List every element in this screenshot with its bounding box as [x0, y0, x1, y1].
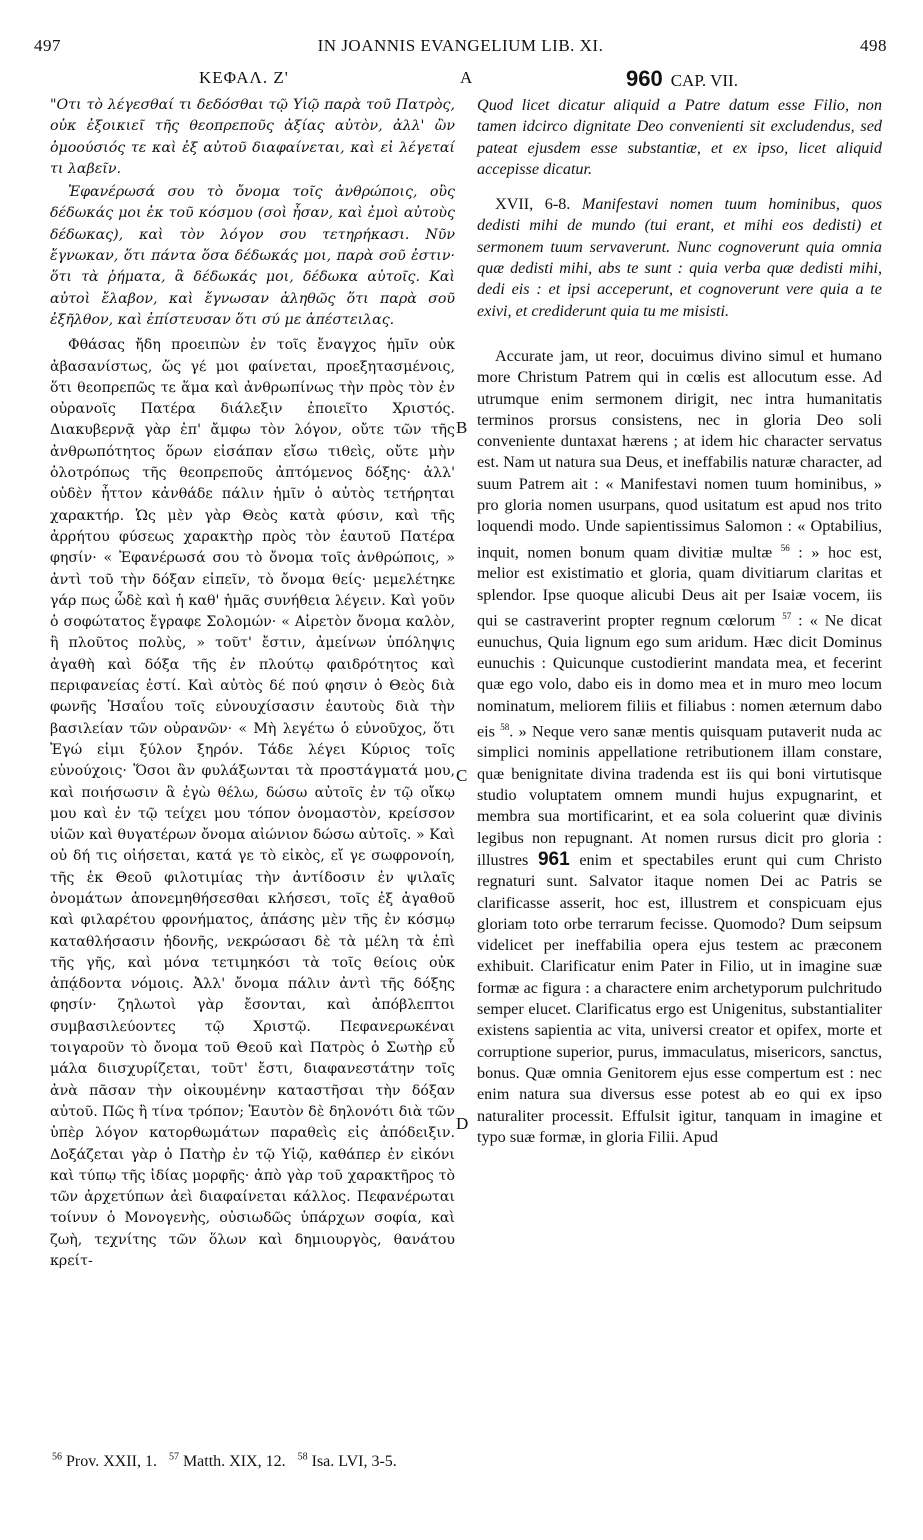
greek-chapter-summary: "Οτι τὸ λέγεσθαί τι δεδόσθαι τῷ Υἱῷ παρὰ τοῦ Πατρὸς, οὐκ ἐξοικιεῖ τῆς θεοπρεποῦς ἀξίας αὐτὸν, ἀλλ' ὢν ὁμοούσιός τε καὶ ἐξ αὐτοῦ διαφαίνεται, καὶ εἰ λέγεταί τι λαβεῖν. [50, 97, 455, 177]
latin-scripture-paragraph [477, 194, 882, 322]
right-page-number: 498 [860, 36, 887, 55]
margin-marker-d: D [456, 1114, 469, 1133]
latin-commentary-part-2: : » hoc est, melior est existimatio et gloria, quam divitiarum claritas et splendor. Ipse quoque alicubi Deus ait per Isaiæ vocem, iis qui se castraverint propter regnum cœlorum [477, 543, 882, 630]
latin-commentary-part-3: : « Ne dicat eunuchus, Quia lignum ego sum aridum. Hæc dicit Dominus eunuchis : Quicunque custodierint mandata mea, et fecerint quæ ego volo, dabo eis in domo mea et in muro meo locum nominatum, meliorem filiis et filiabus : nomen æternum dabo eis [477, 611, 882, 741]
footnotes [52, 1452, 652, 1471]
migne-column-number: 960 [626, 66, 663, 91]
margin-marker-b: B [456, 418, 468, 437]
greek-column [50, 95, 455, 1272]
scripture-reference: XVII, 6-8. [495, 195, 571, 214]
latin-commentary-part-1: Accurate jam, ut reor, docuimus divino simul et humano more Christum Patrem qui in cœlis est allocutum esse. Ad utrumque enim sermonem dirigit, nec intra humanitatis terminos prorsus consistens, nec in gloria Deo soli conveniente duntaxat hærens ; at idem hic character servatus est. Nam ut natura sua Deus, et ineffabilis naturæ character, ad suum Patrem ait : « Manifestavi nomen tuum hominibus, » pro gloria nomen usurpans, quod usitatum est apud nos trito loquendi modo. Unde sapientissimus Salomon : « Optabilius, inquit, nomen bonum quam divitiæ multæ [477, 346, 882, 562]
greek-scripture-text: Ἐφανέρωσά σου τὸ ὄνομα τοῖς ἀνθρώποις, οὓς δέδωκάς μοι ἐκ τοῦ κόσμου (σοὶ ἦσαν, καὶ ἐμοὶ αὐτοὺς δέδωκας), καὶ τὸν λόγον σου τετηρήκασι. Νῦν ἔγνωκαν, ὅτι πάντα ὅσα δέδωκάς μοι, παρὰ σοῦ ἐστιν· ὅτι τὰ ῥήματα, ἃ δέδωκάς μοι, δέδωκα αὐτοῖς. Καὶ αὐτοὶ ἔλαβον, καὶ ἔγνωσαν ἀληθῶς ὅτι παρὰ σοῦ ἐξῆλθον, καὶ ἐπίστευσαν ὅτι σύ με ἀπέστειλας. [50, 184, 455, 328]
latin-scripture-text: Manifestavi nomen tuum hominibus, quos dedisti mihi de mundo (tui erant, et mihi eos dedisti) et sermonem tuum servaverunt. Nunc cognoverunt quia omnia quæ dedisti mihi, abs te sunt : quia verba quæ dedisti mihi, dedi eis : et ipsi acceperunt, et cognoverunt vere quia a te exivi, et crediderunt quia tu me misisti. [477, 195, 882, 320]
footnote-ref-58: 58 [500, 721, 510, 732]
latin-chapter-heading [626, 66, 738, 92]
footnote-ref-56: 56 [780, 542, 790, 553]
latin-commentary-part-5: enim et spectabiles erunt qui cum Christo regnaturi sunt. Salvator itaque nomen Dei ac Patris se clarificasse asserit, hoc est, illustrem et conspicuam ejus gloriam toto orbe terrarum fecisse. Quomodo? Dum seipsum videlicet per ineffabilia opera ejus testem ac præconem exhibuit. Clarificatur enim Pater in Filio, ut in imagine suæ formæ ac figura : a charactere enim archetyporum pulchritudo semper elucet. Clarificatus ergo est Unigenitus, substantialiter existens sapientia ac vita, universi creator et opifex, morte et corruptione superior, purus, immaculatus, misericors, sanctus, bonus. Quæ omnia Genitorem ejus esse compertum est : nec enim natura sua diversus esse potest ab eo qui ex ipso naturaliter processit. Effulsit igitur, tanquam in imagine et typo suæ formæ, in gloria Filii. Apud [477, 850, 882, 1146]
column-marker-a: A [460, 68, 473, 87]
latin-commentary-part-4: . » Neque vero sanæ mentis quisquam putaverit nuda ac simplici nominis appellatione retributionem illam constare, quæ benignitate divina tradenda est iis qui boni virtutisque studio voluptatem omnem mundi hujus expugnarint, et membra sua mortificarint, et ea sola coluerint quæ divinis legibus non repugnant. At nomen rursus dicit pro gloria : illustres [477, 722, 883, 869]
footnote-57: $^{57}$ Matth. XIX, 12. [168, 1452, 286, 1471]
left-page-number: 497 [34, 36, 61, 55]
greek-commentary: Φθάσας ἤδη προειπὼν ἐν τοῖς ἔναγχος ἡμῖν οὐκ ἀβασανίστως, ὥς γέ μοι φαίνεται, προεξητασμένοις, ὅτι θεοπρεπῶς τε ἅμα καὶ ἀνθρωπίνως τὴν πρὸς τὸν ἐν οὐρανοῖς Πατέρα διάλεξιν ἐποιεῖτο Χριστός. Διακυβερνᾷ γὰρ ἐπ' ἄμφω τὸν λόγον, οὔτε τῶν τῆς ἀνθρωπότητος ὅρων εἰσάπαν εἴσω τιθεὶς, οὔτε μὴν ὁλοτρόπως τῆς θεοπρεποῦς ἀπτόμενος δόξης· ἀλλ' οὐδὲν ἧττον κἀνθάδε πάλιν ἡμῖν ὁ αὐτὸς τετήρηται χαρακτήρ. Ὡς μὲν γὰρ Θεὸς κατὰ φύσιν, καὶ τῆς ἀρρήτου φύσεως χαρακτὴρ πρὸς τὸν ἑαυτοῦ Πατέρα φησίν· « Ἐφανέρωσά σου τὸ ὄνομα τοῖς ἀνθρώποις, » ἀντὶ τοῦ τὴν δόξαν εἰπεῖν, τὸ ὄνομα θείς· μεμελέτηκε γάρ πως ὧδὲ καὶ ἡ καθ' ἡμᾶς συνήθεια λέγειν. Καὶ γοῦν ὁ σοφώτατος ἔγραφε Σολομών· « Αἱρετὸν ὄνομα καλὸν, ἢ πλοῦτος πολὺς, » τοῦτ' ἔστιν, ἀμείνων ὑπόληψις ἀγαθὴ καὶ δόξα τῆς ἐν πλούτῳ φαιδρότητος καὶ περιφανείας ἐστί. Καὶ αὐτὸς δέ πού φησιν ὁ Θεὸς διὰ φωνῆς Ἡσαΐου τοῖς εὐνουχίσασιν ἑαυτοὺς διὰ τὴν βασιλείαν τῶν οὐρανῶν· « Μὴ λεγέτω ὁ εὐνοῦχος, ὅτι Ἐγώ εἰμι ξύλον ξηρόν. Τάδε λέγει Κύριος τοῖς εὐνούχοις· Ὅσοι ἂν φυλάξωνται τὰ προστάγματά μου, καὶ ποιήσωσιν ἃ ἐγὼ θέλω, δώσω αὐτοῖς ἐν τῷ οἴκῳ μου καὶ ἐν τῷ τείχει μου τόπον ὀνομαστὸν, κρείσσον υἱῶν καὶ θυγατέρων ὄνομα αἰώνιον δώσω αὐτοῖς. » Καὶ οὐ δή τις οἰήσεται, κατά γε τὸ εἰκὸς, εἴ γε σωφρονοίη, τῆς ἐκ Θεοῦ φιλοτιμίας τὴν ἀντίδοσιν ἐν ψιλαῖς ὀνομάτων ἀπονεμηθήσεσθαι κλήσεσι, τοῖς ἐξ ἀγαθοῦ καὶ φιλαρέτου φρονήματος, ἁπάσης μὲν τῆς ἐν κόσμῳ καταθλήσασιν ἡδονῆς, νεκρώσασι δὲ τὰ μέλη τὰ ἐπὶ τῆς γῆς, καὶ μόνα τετιμηκόσι τὰ τοῖς θείοις οὐκ ἀπᾴδοντα νόμοις. Ἀλλ' ὄνομα πάλιν ἀντὶ τῆς δόξης φησίν· ζηλωτοὶ γὰρ ἔσονται, καὶ ἀπόβλεπτοι συμβασιλεύοντες τῷ Χριστῷ. Πεφανερωκέναι τοιγαροῦν τὸ ὄνομα τοῦ Θεοῦ καὶ Πατρὸς ὁ Σωτὴρ εὖ μάλα διισχυρίζεται, τοῦτ' ἔστι, διαφανεστάτην τοῖς ἀνὰ πᾶσαν τὴν οἰκουμένην καταστῆσαι τὴν δόξαν αὐτοῦ. Πῶς ἢ τίνα τρόπον; Ἑαυτὸν δὲ δηλονότι διὰ τῶν ὑπὲρ λόγον κατορθωμάτων παραθεὶς εἰς ἀπόδειξιν. Δοξάζεται γὰρ ὁ Πατὴρ ἐν τῷ Υἱῷ, καθάπερ ἐν εἰκόνι καὶ τύπῳ τῆς ἰδίας μορφῆς· ἀπὸ γὰρ τοῦ χαρακτῆρος τὸ τῶν ἀρχετύπων ἀεὶ διαφαίνεται κάλλος. Πεφανέρωται τοίνυν ὁ Μονογενὴς, οὐσιωδῶς ὑπάρχων σοφία, καὶ ζωὴ, τεχνίτης τῶν ὅλων καὶ δημιουργὸς, θανάτου κρείτ- [50, 337, 455, 1270]
footnote-ref-57: 57 [782, 610, 792, 621]
greek-chapter-heading: ΚΕΦΑΛ. Ζ' [199, 68, 289, 87]
inline-column-number: 961 [537, 848, 570, 870]
margin-marker-c: C [456, 766, 468, 785]
latin-commentary [477, 346, 882, 1148]
chapter-heading-row [34, 66, 887, 92]
footnote-58: $^{58}$ Isa. LVI, 3-5. [297, 1452, 397, 1471]
footnote-56: $^{56}$ Prov. XXII, 1. [52, 1452, 157, 1471]
latin-chapter-summary: Quod licet dicatur aliquid a Patre datum esse Filio, non tamen idcirco dignitate Deo convenienti sit excludendus, sed pateat ejusdem esse substantiæ, et ex ipso, licet aliquid accepisse dicatur. [477, 96, 882, 178]
running-head [34, 36, 887, 58]
latin-chapter-label: CAP. VII. [670, 71, 738, 90]
running-title: IN JOANNIS EVANGELIUM LIB. XI. [317, 36, 604, 55]
latin-column [477, 95, 882, 1148]
